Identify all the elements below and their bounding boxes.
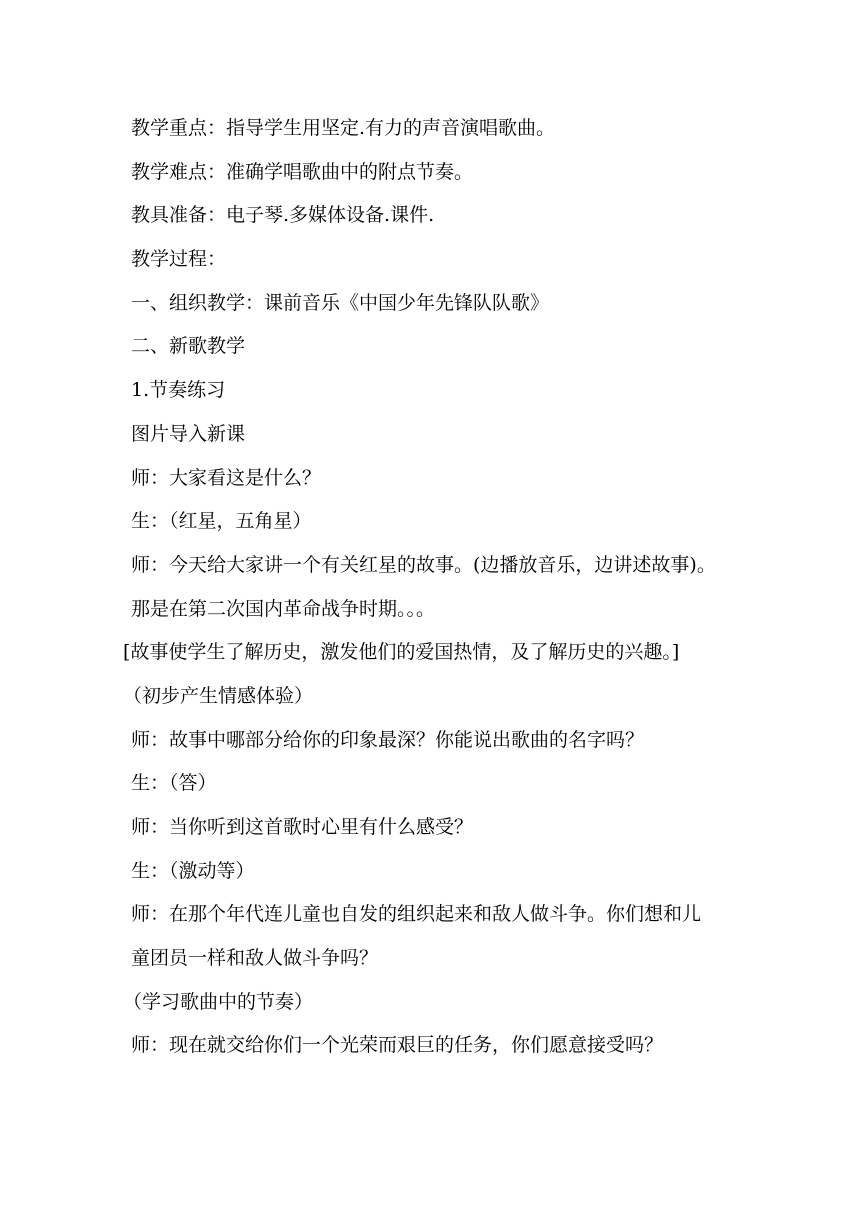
- teaching-process-heading: 教学过程：: [131, 248, 227, 271]
- section-two-heading: 二、新歌教学: [131, 335, 246, 358]
- story-note-line: [故事使学生了解历史，激发他们的爱国热情，及了解历史的兴趣。]: [123, 641, 680, 664]
- student-line: 生：（红星，五角星）: [131, 510, 312, 533]
- picture-intro-line: 图片导入新课: [131, 422, 246, 445]
- teaching-difficulty-line: 教学难点：准确学唱歌曲中的附点节奏。: [131, 160, 474, 183]
- teaching-focus-line: 教学重点：指导学生用坚定.有力的声音演唱歌曲。: [131, 117, 556, 139]
- teacher-line: 师：今天给大家讲一个有关红星的故事。(边播放音乐，边讲述故事)。: [131, 553, 716, 576]
- teacher-line: 师：故事中哪部分给你的印象最深？你能说出歌曲的名字吗？: [131, 728, 645, 751]
- section-one-heading: 一、组织教学：课前音乐《中国少年先锋队队歌》: [131, 291, 550, 314]
- teacher-line: 师：当你听到这首歌时心里有什么感受？: [131, 816, 474, 838]
- teacher-line: 师：大家看这是什么？: [131, 466, 322, 489]
- student-line: 生：（答）: [131, 772, 217, 795]
- student-line: 生：（激动等）: [131, 859, 255, 882]
- rhythm-practice-heading: 1.节奏练习: [131, 379, 226, 402]
- teacher-line: 师：在那个年代连儿童也自发的组织起来和敌人做斗争。你们想和儿: [131, 903, 702, 926]
- teacher-line: 师：现在就交给你们一个光荣而艰巨的任务，你们愿意接受吗？: [131, 1034, 664, 1057]
- teacher-line-continued: 那是在第二次国内革命战争时期。。。: [131, 597, 436, 620]
- teaching-materials-line: 教具准备：电子琴.多媒体设备.课件.: [131, 204, 435, 227]
- stage-note-line: （学习歌曲中的节奏）: [123, 990, 314, 1013]
- teacher-line-continued: 童团员一样和敌人做斗争吗？: [131, 947, 379, 970]
- stage-note-line: （初步产生情感体验）: [123, 684, 314, 707]
- document-body: [123, 110, 743, 1071]
